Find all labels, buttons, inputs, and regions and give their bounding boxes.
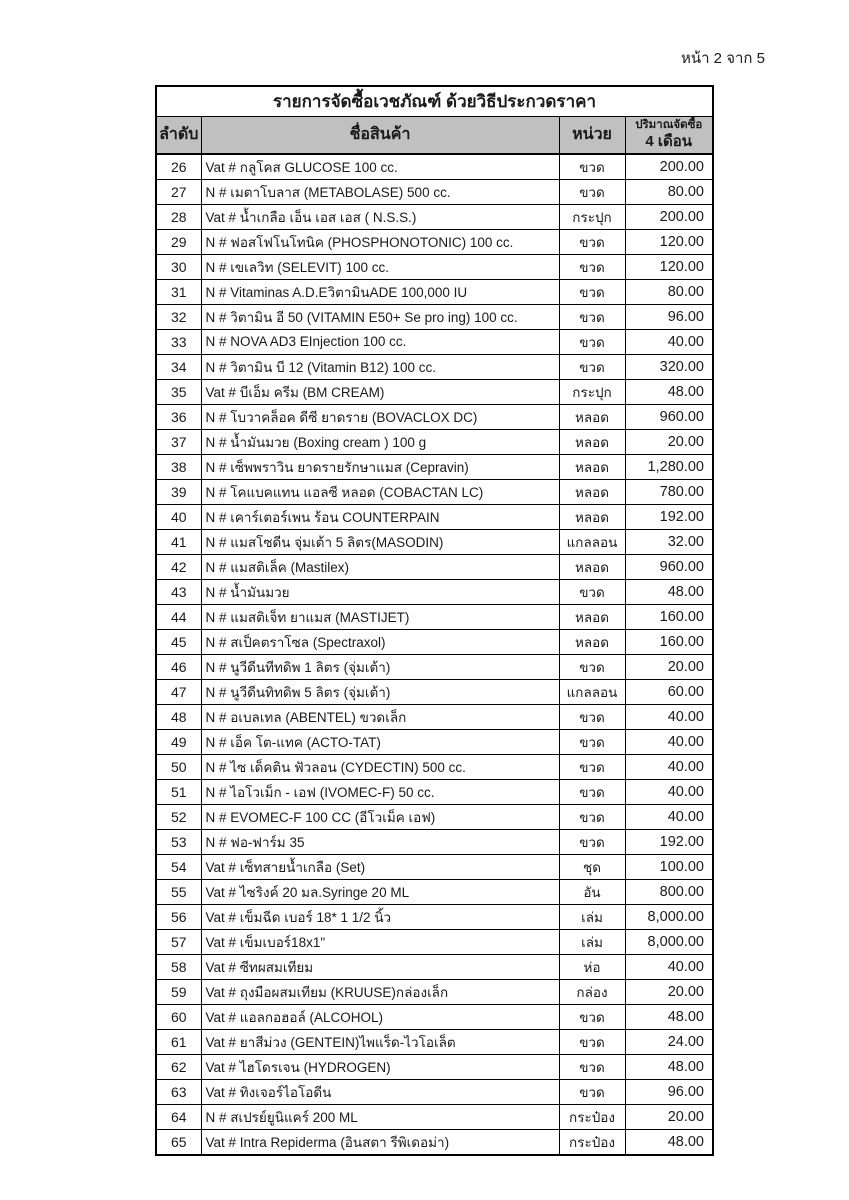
- table-row: [156, 904, 713, 929]
- quantity-cell: 320.00: [625, 354, 713, 379]
- row-number: 46: [156, 654, 201, 679]
- quantity-cell: 40.00: [625, 704, 713, 729]
- unit-cell: กระป๋อง: [559, 1129, 625, 1155]
- table-row: [156, 704, 713, 729]
- row-number: 49: [156, 729, 201, 754]
- row-number: 61: [156, 1029, 201, 1054]
- row-number: 44: [156, 604, 201, 629]
- row-number: 27: [156, 179, 201, 204]
- quantity-cell: 24.00: [625, 1029, 713, 1054]
- row-number: 32: [156, 304, 201, 329]
- row-number: 63: [156, 1079, 201, 1104]
- row-number: 48: [156, 704, 201, 729]
- unit-cell: หลอด: [559, 404, 625, 429]
- quantity-cell: 80.00: [625, 179, 713, 204]
- quantity-cell: 96.00: [625, 1079, 713, 1104]
- table-row: [156, 454, 713, 479]
- unit-cell: หลอด: [559, 429, 625, 454]
- unit-cell: ขวด: [559, 254, 625, 279]
- page-indicator: หน้า 2 จาก 5: [680, 50, 765, 67]
- row-number: 29: [156, 229, 201, 254]
- row-number: 43: [156, 579, 201, 604]
- product-name-cell: N # นูวีดีนทีทดิพ 1 ลิตร (จุ่มเต้า): [201, 654, 559, 679]
- row-number: 55: [156, 879, 201, 904]
- unit-cell: ขวด: [559, 829, 625, 854]
- quantity-cell: 200.00: [625, 204, 713, 229]
- product-name-cell: N # Vitaminas A.D.EวิตามินADE 100,000 IU: [201, 279, 559, 304]
- table-row: [156, 804, 713, 829]
- unit-cell: กระปุก: [559, 379, 625, 404]
- unit-cell: ขวด: [559, 654, 625, 679]
- table-row: [156, 629, 713, 654]
- product-name-cell: N # ฟอ-ฟาร์ม 35: [201, 829, 559, 854]
- unit-cell: กระป๋อง: [559, 1104, 625, 1129]
- row-number: 60: [156, 1004, 201, 1029]
- product-name-cell: N # น้ำมันมวย (Boxing cream ) 100 g: [201, 429, 559, 454]
- product-name-cell: Vat # ถุงมือผสมเทียม (KRUUSE)กล่องเล็ก: [201, 979, 559, 1004]
- procurement-table: [155, 85, 714, 1156]
- quantity-cell: 100.00: [625, 854, 713, 879]
- table-row: [156, 754, 713, 779]
- quantity-cell: 192.00: [625, 504, 713, 529]
- table-row: [156, 529, 713, 554]
- unit-cell: ขวด: [559, 804, 625, 829]
- unit-cell: ขวด: [559, 754, 625, 779]
- quantity-cell: 80.00: [625, 279, 713, 304]
- column-header-quantity-line2: 4 เดือน: [645, 133, 693, 151]
- unit-cell: ขวด: [559, 704, 625, 729]
- unit-cell: หลอด: [559, 554, 625, 579]
- unit-cell: ขวด: [559, 354, 625, 379]
- unit-cell: กล่อง: [559, 979, 625, 1004]
- product-name-cell: N # แมสโซดีน จุ่มเต้า 5 ลิตร(MASODIN): [201, 529, 559, 554]
- column-header-unit: หน่วย: [559, 117, 625, 154]
- table-row: [156, 1029, 713, 1054]
- column-header-no: ลำดับ: [156, 117, 201, 154]
- product-name-cell: Vat # ไซริงค์ 20 มล.Syringe 20 ML: [201, 879, 559, 904]
- product-name-cell: N # EVOMEC-F 100 CC (อีโวเม็ค เอฟ): [201, 804, 559, 829]
- table-row: [156, 204, 713, 229]
- product-name-cell: N # อเบลเทล (ABENTEL) ขวดเล็ก: [201, 704, 559, 729]
- product-name-cell: N # โบวาคล็อค ดีซี ยาดราย (BOVACLOX DC): [201, 404, 559, 429]
- row-number: 39: [156, 479, 201, 504]
- table-header-row: [156, 117, 713, 154]
- product-name-cell: N # ฟอสโฟโนโทนิค (PHOSPHONOTONIC) 100 cc.: [201, 229, 559, 254]
- table-row: [156, 329, 713, 354]
- product-name-cell: Vat # ซีทผสมเทียม: [201, 954, 559, 979]
- table-row: [156, 479, 713, 504]
- product-name-cell: Vat # กลูโคส GLUCOSE 100 cc.: [201, 154, 559, 180]
- unit-cell: หลอด: [559, 629, 625, 654]
- table-row: [156, 1054, 713, 1079]
- table-row: [156, 829, 713, 854]
- quantity-cell: 40.00: [625, 779, 713, 804]
- quantity-cell: 20.00: [625, 654, 713, 679]
- product-name-cell: N # เอ็ค โต-แทค (ACTO-TAT): [201, 729, 559, 754]
- table-row: [156, 379, 713, 404]
- quantity-cell: 20.00: [625, 429, 713, 454]
- table-title: รายการจัดซื้อเวชภัณฑ์ ด้วยวิธีประกวดราคา: [156, 86, 713, 117]
- unit-cell: ขวด: [559, 329, 625, 354]
- row-number: 50: [156, 754, 201, 779]
- product-name-cell: N # วิตามิน อี 50 (VITAMIN E50+ Se pro ing) 100 cc.: [201, 304, 559, 329]
- row-number: 56: [156, 904, 201, 929]
- product-name-cell: Vat # ทิงเจอร์ไอโอดีน: [201, 1079, 559, 1104]
- row-number: 54: [156, 854, 201, 879]
- quantity-cell: 96.00: [625, 304, 713, 329]
- product-name-cell: Vat # Intra Repiderma (อินสตา รีพิเดอม่า): [201, 1129, 559, 1155]
- unit-cell: ขวด: [559, 1079, 625, 1104]
- table-title-row: [156, 86, 713, 117]
- table-row: [156, 779, 713, 804]
- unit-cell: ขวด: [559, 279, 625, 304]
- row-number: 42: [156, 554, 201, 579]
- quantity-cell: 40.00: [625, 954, 713, 979]
- product-name-cell: N # แมสติเล็ค (Mastilex): [201, 554, 559, 579]
- column-header-quantity: [625, 117, 713, 154]
- row-number: 51: [156, 779, 201, 804]
- row-number: 52: [156, 804, 201, 829]
- table-row: [156, 1104, 713, 1129]
- product-name-cell: N # สเป็คตราโซล (Spectraxol): [201, 629, 559, 654]
- product-name-cell: N # โคแบคแทน แอลซี หลอด (COBACTAN LC): [201, 479, 559, 504]
- quantity-cell: 960.00: [625, 404, 713, 429]
- unit-cell: แกลลอน: [559, 529, 625, 554]
- product-name-cell: Vat # บีเอ็ม ครีม (BM CREAM): [201, 379, 559, 404]
- unit-cell: ขวด: [559, 179, 625, 204]
- product-name-cell: Vat # เข็มฉีด เบอร์ 18* 1 1/2 นิ้ว: [201, 904, 559, 929]
- quantity-cell: 192.00: [625, 829, 713, 854]
- unit-cell: ขวด: [559, 304, 625, 329]
- unit-cell: ชุด: [559, 854, 625, 879]
- table-row: [156, 554, 713, 579]
- row-number: 59: [156, 979, 201, 1004]
- unit-cell: กระปุก: [559, 204, 625, 229]
- unit-cell: ขวด: [559, 154, 625, 180]
- quantity-cell: 1,280.00: [625, 454, 713, 479]
- quantity-cell: 48.00: [625, 379, 713, 404]
- product-name-cell: N # นูวีดีนทิทดิพ 5 ลิตร (จุ่มเต้า): [201, 679, 559, 704]
- quantity-cell: 200.00: [625, 154, 713, 180]
- quantity-cell: 48.00: [625, 579, 713, 604]
- row-number: 26: [156, 154, 201, 180]
- row-number: 38: [156, 454, 201, 479]
- product-name-cell: Vat # น้ำเกลือ เอ็น เอส เอส ( N.S.S.): [201, 204, 559, 229]
- product-name-cell: N # แมสติเจ็ท ยาแมส (MASTIJET): [201, 604, 559, 629]
- unit-cell: ขวด: [559, 1054, 625, 1079]
- product-name-cell: Vat # แอลกอฮอล์ (ALCOHOL): [201, 1004, 559, 1029]
- quantity-cell: 20.00: [625, 979, 713, 1004]
- unit-cell: หลอด: [559, 604, 625, 629]
- table-row: [156, 854, 713, 879]
- table-row: [156, 679, 713, 704]
- row-number: 58: [156, 954, 201, 979]
- row-number: 34: [156, 354, 201, 379]
- product-name-cell: N # สเปรย์ยูนิแคร์ 200 ML: [201, 1104, 559, 1129]
- quantity-cell: 8,000.00: [625, 929, 713, 954]
- quantity-cell: 48.00: [625, 1129, 713, 1155]
- product-name-cell: N # วิตามิน บี 12 (Vitamin B12) 100 cc.: [201, 354, 559, 379]
- quantity-cell: 40.00: [625, 754, 713, 779]
- quantity-cell: 780.00: [625, 479, 713, 504]
- quantity-cell: 8,000.00: [625, 904, 713, 929]
- row-number: 30: [156, 254, 201, 279]
- row-number: 62: [156, 1054, 201, 1079]
- row-number: 53: [156, 829, 201, 854]
- row-number: 41: [156, 529, 201, 554]
- table-row: [156, 404, 713, 429]
- table-row: [156, 929, 713, 954]
- quantity-cell: 60.00: [625, 679, 713, 704]
- product-name-cell: N # น้ำมันมวย: [201, 579, 559, 604]
- unit-cell: ขวด: [559, 729, 625, 754]
- table-row: [156, 1004, 713, 1029]
- table-row: [156, 654, 713, 679]
- table-row: [156, 304, 713, 329]
- unit-cell: แกลลอน: [559, 679, 625, 704]
- row-number: 35: [156, 379, 201, 404]
- product-name-cell: Vat # เซ็ทสายน้ำเกลือ (Set): [201, 854, 559, 879]
- quantity-cell: 48.00: [625, 1004, 713, 1029]
- table-row: [156, 229, 713, 254]
- product-name-cell: N # เขเลวิท (SELEVIT) 100 cc.: [201, 254, 559, 279]
- table-row: [156, 179, 713, 204]
- row-number: 31: [156, 279, 201, 304]
- row-number: 45: [156, 629, 201, 654]
- product-name-cell: N # ไอโวเม็ก - เอฟ (IVOMEC-F) 50 cc.: [201, 779, 559, 804]
- row-number: 47: [156, 679, 201, 704]
- row-number: 36: [156, 404, 201, 429]
- row-number: 33: [156, 329, 201, 354]
- quantity-cell: 160.00: [625, 604, 713, 629]
- quantity-cell: 120.00: [625, 229, 713, 254]
- row-number: 40: [156, 504, 201, 529]
- unit-cell: หลอด: [559, 504, 625, 529]
- unit-cell: ขวด: [559, 1029, 625, 1054]
- unit-cell: ขวด: [559, 229, 625, 254]
- quantity-cell: 48.00: [625, 1054, 713, 1079]
- table-row: [156, 1129, 713, 1155]
- table-row: [156, 354, 713, 379]
- product-name-cell: N # เมตาโบลาส (METABOLASE) 500 cc.: [201, 179, 559, 204]
- unit-cell: อัน: [559, 879, 625, 904]
- quantity-cell: 20.00: [625, 1104, 713, 1129]
- quantity-cell: 40.00: [625, 729, 713, 754]
- table-row: [156, 429, 713, 454]
- product-name-cell: Vat # ไฮโดรเจน (HYDROGEN): [201, 1054, 559, 1079]
- row-number: 57: [156, 929, 201, 954]
- quantity-cell: 40.00: [625, 329, 713, 354]
- table-row: [156, 879, 713, 904]
- table-body: [156, 154, 713, 1155]
- unit-cell: ขวด: [559, 779, 625, 804]
- table-row: [156, 504, 713, 529]
- quantity-cell: 32.00: [625, 529, 713, 554]
- quantity-cell: 960.00: [625, 554, 713, 579]
- product-name-cell: N # เคาร์เตอร์เพน ร้อน COUNTERPAIN: [201, 504, 559, 529]
- table-row: [156, 604, 713, 629]
- table-row: [156, 954, 713, 979]
- unit-cell: เล่ม: [559, 929, 625, 954]
- product-name-cell: Vat # ยาสีม่วง (GENTEIN)ไพแร็ด-ไวโอเล็ต: [201, 1029, 559, 1054]
- unit-cell: หลอด: [559, 454, 625, 479]
- unit-cell: ขวด: [559, 1004, 625, 1029]
- table-row: [156, 254, 713, 279]
- table-row: [156, 729, 713, 754]
- table-row: [156, 279, 713, 304]
- product-name-cell: N # ไซ เด็คติน ฟัวลอน (CYDECTIN) 500 cc.: [201, 754, 559, 779]
- unit-cell: ห่อ: [559, 954, 625, 979]
- unit-cell: เล่ม: [559, 904, 625, 929]
- row-number: 28: [156, 204, 201, 229]
- column-header-quantity-line1: ปริมาณจัดซื้อ: [635, 119, 703, 132]
- product-name-cell: N # NOVA AD3 EInjection 100 cc.: [201, 329, 559, 354]
- unit-cell: ขวด: [559, 579, 625, 604]
- unit-cell: หลอด: [559, 479, 625, 504]
- table-row: [156, 979, 713, 1004]
- quantity-cell: 120.00: [625, 254, 713, 279]
- quantity-cell: 40.00: [625, 804, 713, 829]
- row-number: 65: [156, 1129, 201, 1155]
- table-row: [156, 579, 713, 604]
- product-name-cell: N # เซ็พพราวิน ยาดรายรักษาแมส (Cepravin): [201, 454, 559, 479]
- table-row: [156, 1079, 713, 1104]
- quantity-cell: 800.00: [625, 879, 713, 904]
- column-header-product-name: ชื่อสินค้า: [201, 117, 559, 154]
- product-name-cell: Vat # เข็มเบอร์18x1": [201, 929, 559, 954]
- quantity-cell: 160.00: [625, 629, 713, 654]
- row-number: 64: [156, 1104, 201, 1129]
- row-number: 37: [156, 429, 201, 454]
- table-row: [156, 154, 713, 180]
